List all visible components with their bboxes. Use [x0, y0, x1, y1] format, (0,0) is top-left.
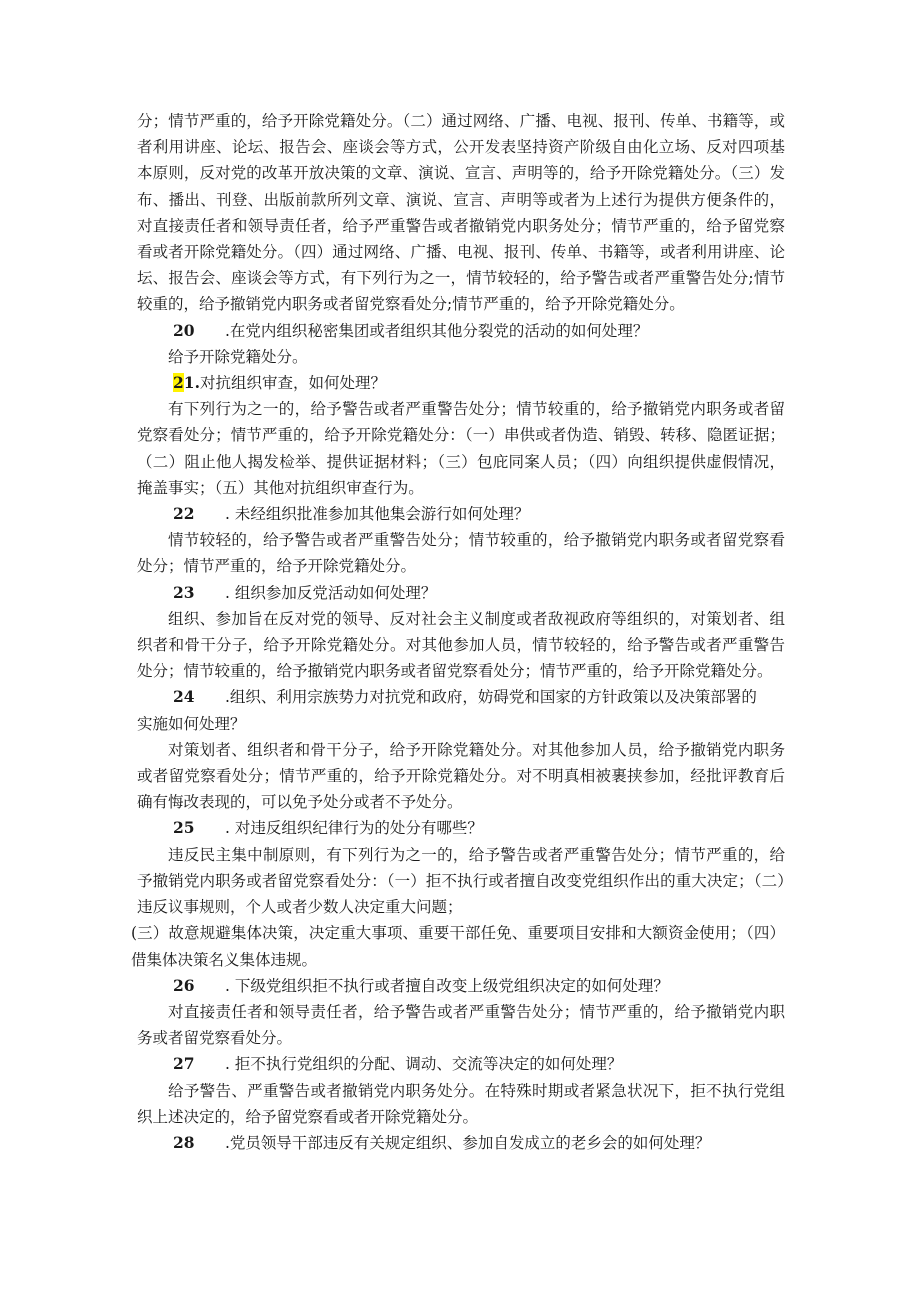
- question-number: 20: [173, 320, 195, 340]
- question-number-rest: 1.: [183, 373, 200, 393]
- paragraph: 违反民主集中制原则，有下列行为之一的，给予警告或者严重警告处分；情节严重的，给予撤销党内职务或者留党察看处分：（一）拒不执行或者擅自改变党组织作出的重大决定；（二）违反议事规则，个人或者少数人决定重大问题；: [137, 845, 785, 917]
- question-continuation: 实施如何处理？: [137, 714, 246, 733]
- question-heading: [137, 815, 785, 841]
- question-text: .党员领导干部违反有关规定组织、参加自发成立的老乡会的如何处理？: [225, 1133, 711, 1152]
- paragraph: 给予开除党籍处分。: [168, 347, 308, 366]
- question-number: 24: [173, 687, 195, 707]
- paragraph: 组织、参加旨在反对党的领导、反对社会主义制度或者敌视政府等组织的，对策划者、组织者和骨干分子，给予开除党籍处分。对其他参加人员，情节较轻的，给予警告或者严重警告处分；情节较重的，给予撤销党内职务或者留党察看处分；情节严重的，给予开除党籍处分。: [137, 609, 785, 681]
- document-page: [131, 108, 785, 1156]
- question-text: . 对违反组织纪律行为的处分有哪些？: [225, 819, 483, 838]
- paragraph: (三）故意规避集体决策，决定重大事项、重要干部任免、重要项目安排和大额资金使用；（四）借集体决策名义集体违规。: [131, 924, 785, 969]
- question-text: . 拒不执行党组织的分配、调动、交流等决定的如何处理？: [225, 1055, 623, 1074]
- question-heading: [137, 1051, 785, 1077]
- question-heading: [137, 1130, 785, 1156]
- question-text: 对抗组织审查，如何处理？: [199, 374, 386, 393]
- question-text: . 未经组织批准参加其他集会游行如何处理？: [225, 505, 530, 524]
- paragraph: 给予警告、严重警告或者撤销党内职务处分。在特殊时期或者紧急状况下，拒不执行党组织上述决定的，给予留党察看或者开除党籍处分。: [137, 1081, 785, 1126]
- paragraph: 对直接责任者和领导责任者，给予警告或者严重警告处分；情节严重的，给予撤销党内职务或者留党察看处分。: [137, 1002, 785, 1048]
- question-text: .在党内组织秘密集团或者组织其他分裂党的活动的如何处理？: [225, 321, 649, 340]
- question-number: [173, 370, 200, 396]
- question-text: .组织、利用宗族势力对抗党和政府，妨碍党和国家的方针政策以及决策部署的: [225, 688, 757, 707]
- paragraph: 分；情节严重的，给予开除党籍处分。（二）通过网络、广播、电视、报刊、传单、书籍等，或者利用讲座、论坛、报告会、座谈会等方式，公开发表坚持资产阶级自由化立场、反对四项基本原则，反对党的改革开放决策的文章、演说、宣言、声明等的，给予开除党籍处分。（三）发布、播出、刊登、出版前款所列文章、演说、宣言、声明等或者为上述行为提供方便条件的，对直接责任者和领导责任者，给予严重警告或者撤销党内职务处分；情节严重的，给予留党察看或者开除党籍处分。（四）通过网络、广播、电视、报刊、传单、书籍等，或者利用讲座、论坛、报告会、座谈会等方式，有下列行为之一，情节较轻的，给予警告或者严重警告处分;情节较重的，给予撤销党内职务或者留党察看处分;情节严重的，给予开除党籍处分。: [137, 112, 785, 314]
- question-heading: [137, 318, 785, 344]
- question-heading: [137, 370, 785, 396]
- question-number: 26: [173, 975, 195, 995]
- question-text: . 组织参加反党活动如何处理？: [225, 583, 437, 602]
- question-number: 28: [173, 1132, 195, 1152]
- paragraph: 情节较轻的，给予警告或者严重警告处分；情节较重的，给予撤销党内职务或者留党察看处分；情节严重的，给予开除党籍处分。: [137, 531, 785, 576]
- question-text: . 下级党组织拒不执行或者擅自改变上级党组织决定的如何处理？: [225, 976, 669, 995]
- question-heading: [137, 973, 785, 999]
- question-heading: [137, 684, 785, 710]
- question-heading: [137, 580, 785, 606]
- question-heading: [137, 501, 785, 527]
- paragraph: 有下列行为之一的，给予警告或者严重警告处分；情节较重的，给予撤销党内职务或者留党察看处分；情节严重的，给予开除党籍处分：（一）串供或者伪造、销毁、转移、隐匿证据；（二）阻止他人揭发检举、提供证据材料；（三）包庇同案人员；（四）向组织提供虚假情况，掩盖事实；（五）其他对抗组织审查行为。: [137, 400, 785, 497]
- question-number: 23: [173, 582, 195, 602]
- highlight-mark: 2: [173, 373, 184, 393]
- question-number: 27: [173, 1054, 195, 1074]
- paragraph: 对策划者、组织者和骨干分子，给予开除党籍处分。对其他参加人员，给予撤销党内职务或者留党察看处分；情节严重的，给予开除党籍处分。对不明真相被裹挟参加，经批评教育后确有悔改表现的，可以免予处分或者不予处分。: [137, 740, 785, 812]
- question-number: 22: [173, 504, 195, 524]
- question-number: 25: [173, 818, 195, 838]
